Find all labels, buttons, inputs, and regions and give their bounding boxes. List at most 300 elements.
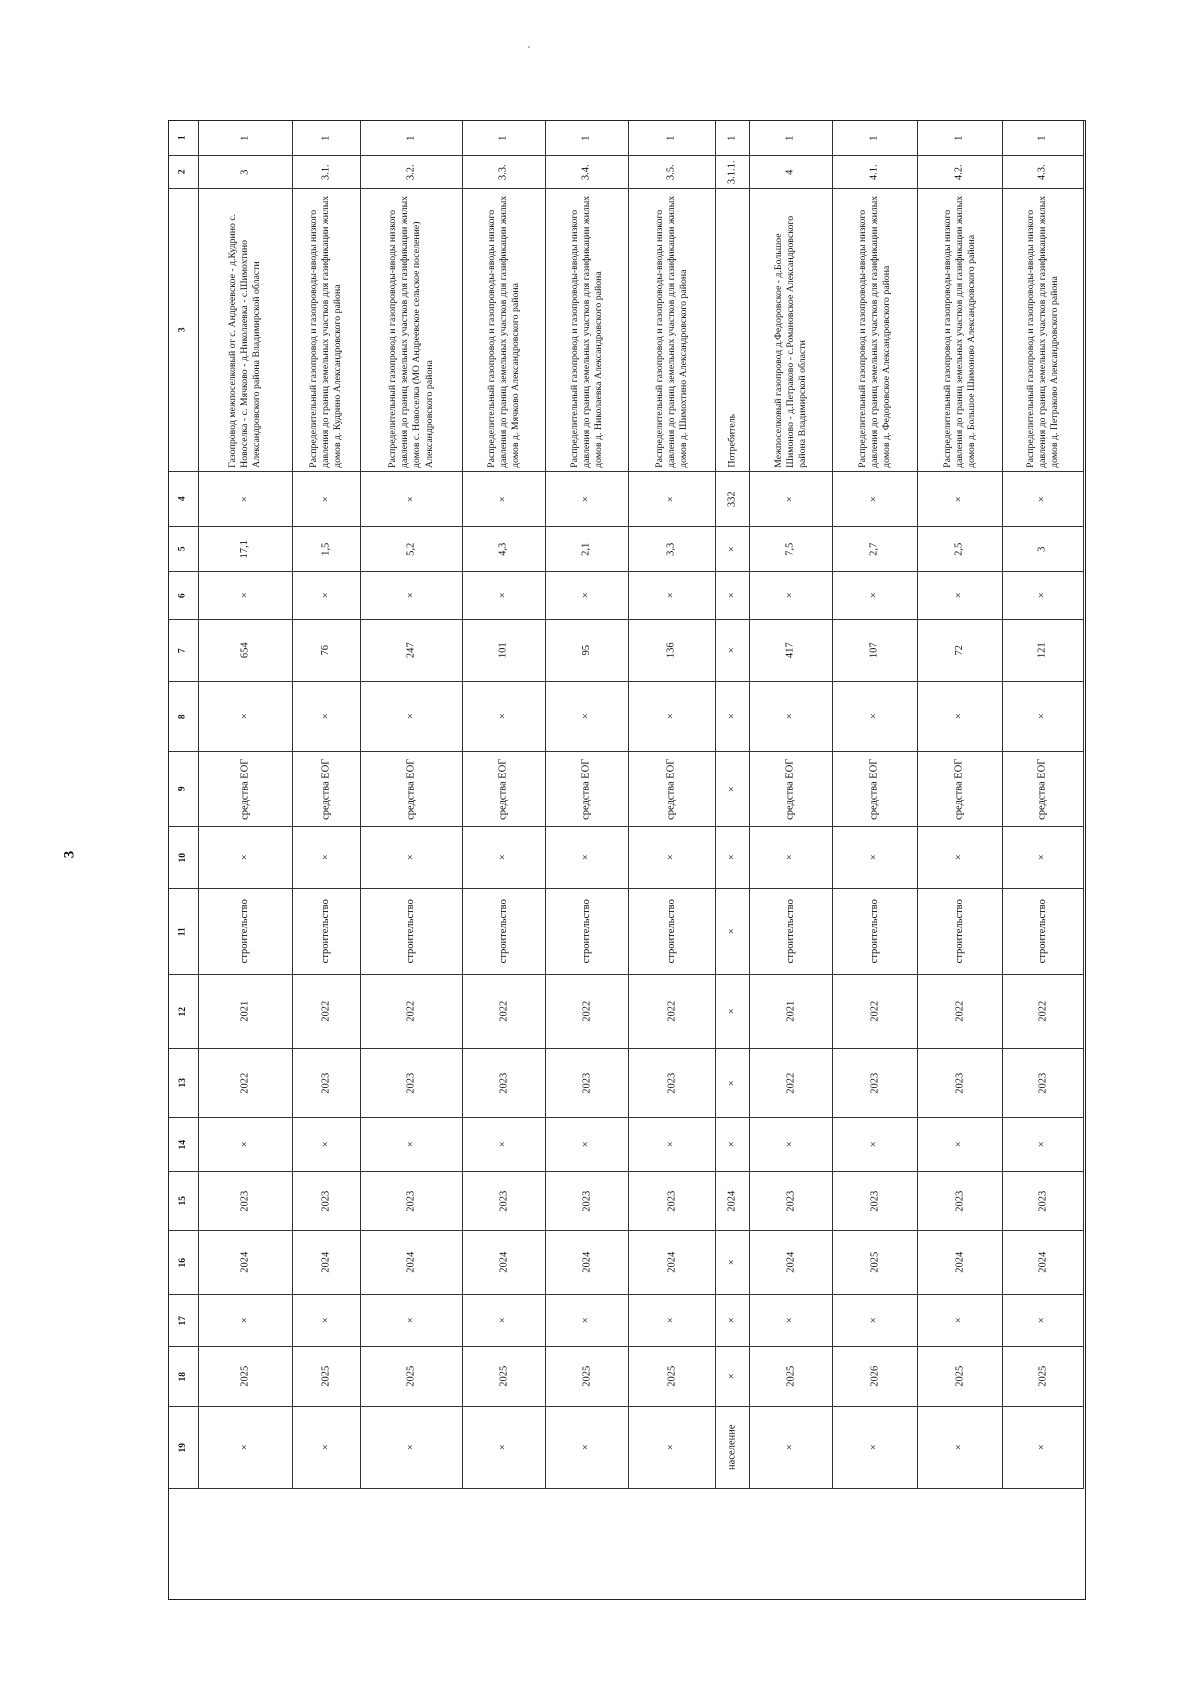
- table-cell-r6-c14: [629, 1118, 716, 1172]
- table-cell-r1-c19: [199, 1407, 293, 1489]
- cell-value: ×: [868, 1444, 880, 1451]
- table-cell-r8-c2: [750, 156, 833, 189]
- table-cell-r9-c19: [833, 1407, 918, 1489]
- table-cell-r6-c9: [629, 752, 716, 827]
- table-cell-r7-c1: [716, 121, 750, 156]
- cell-value: 3.2.: [405, 164, 417, 180]
- table-cell-r2-c16: [293, 1231, 361, 1295]
- table-cell-r1-c1: [199, 121, 293, 156]
- cell-value: 2023: [497, 1072, 509, 1094]
- cell-value: 2025: [239, 1366, 251, 1387]
- cell-value: 3.1.: [320, 164, 332, 180]
- table-cell-r10-c1: [918, 121, 1003, 156]
- table-cell-r3-c11: [361, 889, 463, 975]
- column-header-3: [169, 189, 199, 472]
- table-cell-r1-c9: [199, 752, 293, 827]
- table-cell-r7-c19: [716, 1407, 750, 1489]
- table-cell-r2-c2: [293, 156, 361, 189]
- cell-value: 76: [320, 645, 332, 656]
- table-cell-r11-c7: [1003, 620, 1084, 682]
- table-cell-r7-c10: [716, 827, 750, 889]
- table-cell-r8-c8: [750, 682, 833, 752]
- table-cell-r2-c18: [293, 1347, 361, 1407]
- table-cell-r10-c19: [918, 1407, 1003, 1489]
- column-header-label: 13: [177, 1078, 188, 1088]
- table-cell-r5-c6: [546, 572, 629, 620]
- object-description: Распределительный газопровод и газопроводы-вводы низкого давления до границ земельных участков для газификации жилых домов с. Новоселка (МО Андреевское сельское поселение) Александровского района: [387, 195, 435, 468]
- cell-value: 2025: [868, 1252, 880, 1273]
- table-cell-r9-c4: [833, 472, 918, 527]
- cell-value: ×: [665, 496, 677, 502]
- cell-value: ×: [239, 1317, 251, 1324]
- cell-value: ×: [580, 592, 592, 599]
- column-header-16: [169, 1231, 199, 1295]
- table-cell-r5-c12: [546, 975, 629, 1049]
- column-header-18: [169, 1347, 199, 1407]
- table-cell-r2-c5: [293, 527, 361, 572]
- cell-value: 2026: [868, 1366, 880, 1387]
- table-cell-r6-c12: [629, 975, 716, 1049]
- table-cell-r4-c14: [463, 1118, 546, 1172]
- table-cell-r5-c16: [546, 1231, 629, 1295]
- cell-value: 2,1: [580, 542, 592, 556]
- cell-value: 4,3: [497, 542, 509, 556]
- table-cell-r7-c14: [716, 1118, 750, 1172]
- cell-value: ×: [665, 854, 677, 861]
- cell-value: 2025: [1036, 1366, 1048, 1387]
- column-header-label: 9: [177, 786, 188, 792]
- table-cell-r4-c12: [463, 975, 546, 1049]
- cell-value: ×: [665, 713, 677, 720]
- cell-value: 1: [497, 135, 509, 141]
- table-cell-r1-c16: [199, 1231, 293, 1295]
- cell-value: ×: [726, 1317, 738, 1324]
- column-header-label: 6: [177, 593, 188, 598]
- cell-value: 2023: [1036, 1072, 1048, 1094]
- cell-value: ×: [239, 854, 251, 861]
- table-cell-r9-c12: [833, 975, 918, 1049]
- cell-value: 2024: [405, 1252, 417, 1273]
- column-header-8: [169, 682, 199, 752]
- cell-value: ×: [239, 592, 251, 599]
- table-cell-r7-c12: [716, 975, 750, 1049]
- column-header-15: [169, 1172, 199, 1231]
- cell-value: 1,5: [320, 542, 332, 556]
- table-cell-r10-c16: [918, 1231, 1003, 1295]
- cell-value: ×: [320, 854, 332, 861]
- table-cell-r7-c16: [716, 1231, 750, 1295]
- cell-value: ×: [726, 1259, 738, 1266]
- table-cell-r5-c1: [546, 121, 629, 156]
- table-cell-r1-c14: [199, 1118, 293, 1172]
- table-cell-r4-c1: [463, 121, 546, 156]
- cell-value: 2023: [665, 1072, 677, 1094]
- cell-value: 121: [1036, 642, 1048, 659]
- cell-value: 2,5: [953, 542, 965, 556]
- table-cell-r7-c5: [716, 527, 750, 572]
- cell-value: ×: [665, 1444, 677, 1451]
- object-description: Распределительный газопровод и газопроводы-вводы низкого давления до границ земельных участков для газификации жилых домов д. Шимохтино Александровского района: [653, 195, 690, 468]
- cell-value: ×: [580, 854, 592, 861]
- cell-value: ×: [868, 1317, 880, 1324]
- cell-value: 1: [784, 135, 796, 141]
- cell-value: ×: [405, 496, 417, 502]
- column-header-9: [169, 752, 199, 827]
- column-header-12: [169, 975, 199, 1049]
- cell-value: 1: [868, 135, 880, 141]
- cell-value: 2023: [868, 1072, 880, 1094]
- column-header-11: [169, 889, 199, 975]
- cell-value: ×: [726, 592, 738, 599]
- cell-value: средства ЕОГ: [1036, 758, 1048, 820]
- table-cell-r5-c8: [546, 682, 629, 752]
- table-cell-r10-c4: [918, 472, 1003, 527]
- cell-value: 1: [1036, 135, 1048, 141]
- cell-value: ×: [405, 1444, 417, 1451]
- column-header-label: 14: [177, 1139, 188, 1150]
- table-cell-r8-c7: [750, 620, 833, 682]
- table-cell-r6-c1: [629, 121, 716, 156]
- object-description: Распределительный газопровод и газопроводы-вводы низкого давления до границ земельных участков для газификации жилых домов д. Петраково Александровского района: [1024, 195, 1061, 468]
- cell-value: ×: [784, 1317, 796, 1324]
- table-cell-r6-c13: [629, 1049, 716, 1118]
- table-cell-r1-c5: [199, 527, 293, 572]
- cell-value: ×: [726, 647, 738, 654]
- table-cell-r10-c13: [918, 1049, 1003, 1118]
- table-cell-r6-c16: [629, 1231, 716, 1295]
- table-cell-r10-c12: [918, 975, 1003, 1049]
- table-cell-r2-c6: [293, 572, 361, 620]
- cell-value: средства ЕОГ: [239, 758, 251, 820]
- cell-value: средства ЕОГ: [784, 758, 796, 820]
- table-cell-r2-c14: [293, 1118, 361, 1172]
- table-cell-r6-c17: [629, 1295, 716, 1347]
- cell-value: 2022: [868, 1001, 880, 1022]
- object-description: Газопровод межпоселковый от с. Андреевское - д.Кудрино с. Новоселка - с. Мячково - д.Николаевка - с.Шимохтино Александровского района Владимирской области: [227, 213, 263, 468]
- cell-value: 7,5: [784, 542, 796, 556]
- table-cell-r11-c1: [1003, 121, 1084, 156]
- table-cell-r10-c6: [918, 572, 1003, 620]
- cell-value: ×: [784, 592, 796, 599]
- table-cell-r9-c3: [833, 189, 918, 472]
- cell-value: 2024: [953, 1252, 965, 1273]
- cell-value: 101: [497, 642, 509, 659]
- table-cell-r9-c6: [833, 572, 918, 620]
- table-cell-r4-c3: [463, 189, 546, 472]
- table-cell-r11-c2: [1003, 156, 1084, 189]
- table-cell-r9-c9: [833, 752, 918, 827]
- cell-value: ×: [726, 786, 738, 792]
- table-cell-r5-c11: [546, 889, 629, 975]
- table-cell-r9-c1: [833, 121, 918, 156]
- table-cell-r10-c3: [918, 189, 1003, 472]
- table-cell-r8-c16: [750, 1231, 833, 1295]
- table-cell-r10-c14: [918, 1118, 1003, 1172]
- table-cell-r3-c7: [361, 620, 463, 682]
- table-cell-r4-c18: [463, 1347, 546, 1407]
- column-header-label: 11: [177, 927, 188, 936]
- page-number: 3: [61, 850, 78, 859]
- cell-value: средства ЕОГ: [953, 758, 965, 820]
- table-cell-r8-c1: [750, 121, 833, 156]
- cell-value: население: [726, 1424, 738, 1471]
- table-cell-r4-c10: [463, 827, 546, 889]
- cell-value: ×: [953, 854, 965, 861]
- table-cell-r7-c15: [716, 1172, 750, 1231]
- cell-value: средства ЕОГ: [665, 758, 677, 820]
- table-cell-r10-c7: [918, 620, 1003, 682]
- cell-value: ×: [1036, 592, 1048, 599]
- table-cell-r1-c10: [199, 827, 293, 889]
- cell-value: ×: [405, 1141, 417, 1148]
- cell-value: 2022: [497, 1001, 509, 1022]
- object-description: Распределительный газопровод и газопроводы-вводы низкого давления до границ земельных участков для газификации жилых домов д. Кудрино Александровского района: [308, 195, 344, 468]
- table-cell-r7-c13: [716, 1049, 750, 1118]
- table-cell-r8-c14: [750, 1118, 833, 1172]
- cell-value: ×: [953, 1444, 965, 1451]
- cell-value: 2022: [784, 1072, 796, 1094]
- cell-value: 2024: [784, 1252, 796, 1273]
- cell-value: ×: [497, 1444, 509, 1451]
- table-cell-r11-c11: [1003, 889, 1084, 975]
- cell-value: ×: [1036, 496, 1048, 502]
- cell-value: ×: [726, 713, 738, 720]
- cell-value: средства ЕОГ: [580, 758, 592, 820]
- cell-value: 3.3.: [497, 164, 509, 180]
- cell-value: ×: [726, 1008, 738, 1015]
- table-cell-r5-c17: [546, 1295, 629, 1347]
- cell-value: 2023: [580, 1190, 592, 1212]
- cell-value: ×: [1036, 1317, 1048, 1324]
- cell-value: 5,2: [405, 542, 417, 556]
- cell-value: ×: [320, 496, 332, 502]
- cell-value: ×: [868, 496, 880, 502]
- table-cell-r9-c7: [833, 620, 918, 682]
- cell-value: ×: [868, 1141, 880, 1148]
- table-cell-r2-c17: [293, 1295, 361, 1347]
- table-cell-r3-c5: [361, 527, 463, 572]
- table-cell-r6-c15: [629, 1172, 716, 1231]
- column-header-label: 5: [177, 546, 188, 552]
- table-cell-r9-c5: [833, 527, 918, 572]
- cell-value: ×: [239, 1444, 251, 1451]
- cell-value: ×: [497, 592, 509, 599]
- cell-value: 2022: [405, 1001, 417, 1022]
- table-cell-r6-c18: [629, 1347, 716, 1407]
- cell-value: 2023: [868, 1190, 880, 1212]
- table-cell-r10-c18: [918, 1347, 1003, 1407]
- cell-value: ×: [665, 1141, 677, 1148]
- cell-value: строительство: [239, 899, 251, 964]
- object-description: Межпоселковый газопровод д.Федоровское - д.Большое Шимоново - д.Петраково - с.Романовское Александровского района Владимирской области: [772, 215, 809, 468]
- table-cell-r6-c5: [629, 527, 716, 572]
- cell-value: 2022: [1036, 1001, 1048, 1022]
- table-cell-r9-c17: [833, 1295, 918, 1347]
- table-cell-r1-c8: [199, 682, 293, 752]
- cell-value: ×: [320, 592, 332, 599]
- column-header-label: 1: [177, 135, 188, 141]
- table-cell-r9-c18: [833, 1347, 918, 1407]
- cell-value: ×: [497, 1141, 509, 1148]
- table-cell-r2-c7: [293, 620, 361, 682]
- cell-value: 1: [665, 135, 677, 141]
- cell-value: 2024: [726, 1190, 738, 1212]
- cell-value: ×: [405, 713, 417, 720]
- cell-value: 1: [953, 135, 965, 141]
- table-cell-r5-c2: [546, 156, 629, 189]
- cell-value: 4.1.: [868, 164, 880, 180]
- table-cell-r10-c17: [918, 1295, 1003, 1347]
- cell-value: ×: [726, 1373, 738, 1380]
- table-cell-r10-c5: [918, 527, 1003, 572]
- cell-value: 95: [580, 645, 592, 656]
- cell-value: ×: [726, 1141, 738, 1148]
- cell-value: ×: [868, 592, 880, 599]
- table-cell-r7-c3: [716, 189, 750, 472]
- cell-value: 3.4.: [580, 164, 592, 180]
- cell-value: ×: [1036, 1444, 1048, 1451]
- cell-value: 2022: [320, 1001, 332, 1022]
- table-cell-r3-c4: [361, 472, 463, 527]
- cell-value: 4.2.: [953, 164, 965, 180]
- column-header-6: [169, 572, 199, 620]
- table-cell-r7-c9: [716, 752, 750, 827]
- table-cell-r11-c15: [1003, 1172, 1084, 1231]
- table-cell-r8-c10: [750, 827, 833, 889]
- table-cell-r3-c9: [361, 752, 463, 827]
- column-header-label: 4: [177, 496, 188, 502]
- cell-value: 654: [239, 642, 251, 659]
- table-cell-r1-c12: [199, 975, 293, 1049]
- table-cell-r4-c5: [463, 527, 546, 572]
- table-cell-r11-c9: [1003, 752, 1084, 827]
- table-cell-r8-c15: [750, 1172, 833, 1231]
- table-cell-r6-c7: [629, 620, 716, 682]
- table-cell-r7-c18: [716, 1347, 750, 1407]
- column-header-label: 3: [177, 327, 188, 333]
- table-cell-r5-c9: [546, 752, 629, 827]
- table-cell-r6-c19: [629, 1407, 716, 1489]
- table-cell-r8-c9: [750, 752, 833, 827]
- column-header-label: 18: [177, 1371, 188, 1382]
- table-cell-r4-c2: [463, 156, 546, 189]
- table-cell-r4-c4: [463, 472, 546, 527]
- table-cell-r4-c19: [463, 1407, 546, 1489]
- column-header-label: 15: [177, 1196, 188, 1206]
- cell-value: 2025: [320, 1366, 332, 1387]
- table-cell-r10-c11: [918, 889, 1003, 975]
- table-cell-r7-c6: [716, 572, 750, 620]
- cell-value: ×: [784, 1444, 796, 1451]
- table-cell-r11-c18: [1003, 1347, 1084, 1407]
- table-cell-r3-c16: [361, 1231, 463, 1295]
- table-cell-r10-c8: [918, 682, 1003, 752]
- cell-value: ×: [497, 1317, 509, 1324]
- cell-value: 2024: [320, 1252, 332, 1273]
- cell-value: 3,3: [665, 542, 677, 556]
- cell-value: ×: [239, 1141, 251, 1148]
- table-cell-r4-c16: [463, 1231, 546, 1295]
- cell-value: ×: [953, 1141, 965, 1148]
- table-cell-r3-c14: [361, 1118, 463, 1172]
- table-cell-r9-c13: [833, 1049, 918, 1118]
- table-cell-r9-c11: [833, 889, 918, 975]
- table-cell-r2-c10: [293, 827, 361, 889]
- object-description: Распределительный газопровод и газопроводы-вводы низкого давления до границ земельных участков для газификации жилых домов д. Федоровское Александровского района: [856, 195, 893, 468]
- table-cell-r9-c8: [833, 682, 918, 752]
- cell-value: 2025: [665, 1366, 677, 1387]
- table-cell-r9-c15: [833, 1172, 918, 1231]
- table-cell-r3-c10: [361, 827, 463, 889]
- cell-value: строительство: [665, 899, 677, 964]
- column-header-label: 7: [177, 648, 188, 653]
- cell-value: ×: [1036, 854, 1048, 861]
- column-header-4: [169, 472, 199, 527]
- table-cell-r2-c13: [293, 1049, 361, 1118]
- cell-value: ×: [953, 713, 965, 720]
- cell-value: ×: [784, 1141, 796, 1148]
- table-cell-r8-c17: [750, 1295, 833, 1347]
- table-cell-r9-c10: [833, 827, 918, 889]
- cell-value: 2024: [497, 1252, 509, 1273]
- table-cell-r11-c10: [1003, 827, 1084, 889]
- cell-value: ×: [784, 854, 796, 861]
- table-cell-r2-c12: [293, 975, 361, 1049]
- cell-value: 4: [784, 169, 796, 175]
- table-cell-r11-c4: [1003, 472, 1084, 527]
- table-cell-r3-c17: [361, 1295, 463, 1347]
- table-cell-r11-c12: [1003, 975, 1084, 1049]
- cell-value: 3.5.: [665, 164, 677, 180]
- table-cell-r6-c2: [629, 156, 716, 189]
- cell-value: 2021: [239, 1001, 251, 1022]
- table-cell-r1-c4: [199, 472, 293, 527]
- cell-value: 2021: [784, 1001, 796, 1022]
- cell-value: 1: [405, 135, 417, 141]
- table-cell-r5-c19: [546, 1407, 629, 1489]
- cell-value: ×: [239, 496, 251, 502]
- table-cell-r3-c18: [361, 1347, 463, 1407]
- cell-value: ×: [953, 496, 965, 502]
- cell-value: 2025: [580, 1366, 592, 1387]
- table-cell-r11-c5: [1003, 527, 1084, 572]
- cell-value: ×: [497, 713, 509, 720]
- cell-value: ×: [580, 1317, 592, 1324]
- table-cell-r3-c6: [361, 572, 463, 620]
- column-header-2: [169, 156, 199, 189]
- cell-value: ×: [726, 928, 738, 935]
- cell-value: 1: [580, 135, 592, 141]
- cell-value: 2023: [1036, 1190, 1048, 1212]
- cell-value: средства ЕОГ: [320, 758, 332, 820]
- cell-value: ×: [580, 1141, 592, 1148]
- table-cell-r11-c3: [1003, 189, 1084, 472]
- cell-value: 2023: [405, 1190, 417, 1212]
- table-cell-r3-c19: [361, 1407, 463, 1489]
- cell-value: 2023: [665, 1190, 677, 1212]
- cell-value: средства ЕОГ: [497, 758, 509, 820]
- table-cell-r11-c16: [1003, 1231, 1084, 1295]
- table-cell-r4-c8: [463, 682, 546, 752]
- table-cell-r1-c15: [199, 1172, 293, 1231]
- cell-value: ×: [665, 592, 677, 599]
- cell-value: 2023: [239, 1190, 251, 1212]
- table-cell-r10-c15: [918, 1172, 1003, 1231]
- table-cell-r7-c11: [716, 889, 750, 975]
- cell-value: ×: [405, 1317, 417, 1324]
- table-cell-r3-c8: [361, 682, 463, 752]
- cell-value: строительство: [580, 899, 592, 964]
